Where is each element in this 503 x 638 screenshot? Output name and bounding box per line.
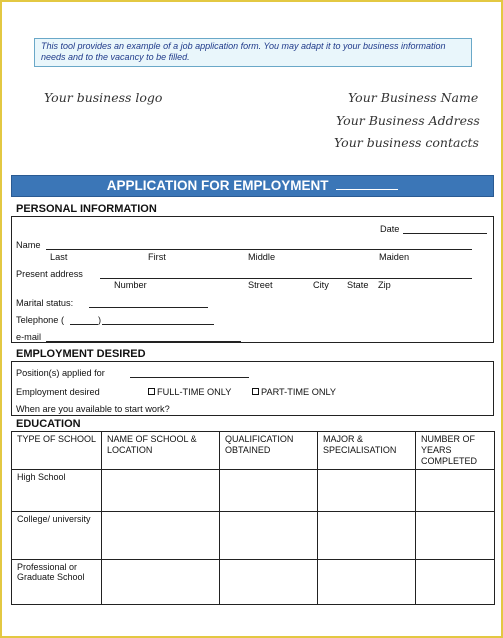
start-work-label: When are you available to start work?	[16, 404, 170, 414]
telephone-close-paren: )	[98, 315, 102, 325]
cell-input[interactable]	[318, 560, 416, 605]
telephone-field[interactable]	[102, 324, 214, 325]
business-contacts: Your business contacts	[334, 135, 479, 150]
table-row	[12, 512, 495, 560]
cell-input[interactable]	[102, 560, 220, 605]
education-heading: EDUCATION	[16, 418, 81, 430]
email-label: e-mail	[16, 332, 42, 342]
name-part-last: Last	[50, 252, 68, 262]
address-label: Present address	[16, 269, 83, 279]
title-blank-line	[336, 178, 398, 190]
col-name-of-school: NAME OF SCHOOL & LOCATION	[102, 432, 220, 470]
instruction-note: This tool provides an example of a job application form. You may adapt it to your business information needs and to the vacancy to be filled.	[34, 38, 472, 67]
part-time-label: PART-TIME ONLY	[261, 387, 337, 397]
name-label: Name	[16, 240, 41, 250]
date-label: Date	[380, 224, 400, 234]
name-part-maiden: Maiden	[379, 252, 410, 262]
date-field[interactable]	[403, 233, 487, 234]
address-part-street: Street	[248, 280, 273, 290]
row-label-college: College/ university	[12, 512, 102, 560]
row-label-high-school: High School	[12, 470, 102, 512]
cell-input[interactable]	[416, 560, 495, 605]
part-time-checkbox[interactable]	[252, 388, 259, 395]
business-logo-placeholder: Your business logo	[44, 90, 163, 105]
name-part-middle: Middle	[248, 252, 276, 262]
business-name: Your Business Name	[348, 90, 479, 105]
form-title-bar	[11, 175, 494, 197]
address-part-number: Number	[114, 280, 147, 290]
full-time-label: FULL-TIME ONLY	[157, 387, 232, 397]
telephone-label: Telephone (	[16, 315, 65, 325]
cell-input[interactable]	[416, 470, 495, 512]
cell-input[interactable]	[220, 512, 318, 560]
name-field[interactable]	[46, 249, 472, 250]
table-row	[12, 470, 495, 512]
business-address: Your Business Address	[336, 113, 480, 128]
full-time-checkbox[interactable]	[148, 388, 155, 395]
employment-desired-heading: EMPLOYMENT DESIRED	[16, 348, 146, 360]
marital-status-label: Marital status:	[16, 298, 74, 308]
table-row	[12, 560, 495, 605]
col-type-of-school: TYPE OF SCHOOL	[12, 432, 102, 470]
cell-input[interactable]	[220, 470, 318, 512]
name-part-first: First	[148, 252, 166, 262]
cell-input[interactable]	[318, 470, 416, 512]
form-title: APPLICATION FOR EMPLOYMENT	[106, 178, 329, 193]
education-table	[11, 431, 495, 605]
cell-input[interactable]	[102, 470, 220, 512]
personal-info-heading: PERSONAL INFORMATION	[16, 203, 157, 215]
marital-status-field[interactable]	[89, 307, 208, 308]
col-qualification: QUALIFICATION OBTAINED	[220, 432, 318, 470]
positions-field[interactable]	[130, 377, 249, 378]
address-part-zip: Zip	[378, 280, 391, 290]
telephone-area-code-field[interactable]	[70, 324, 98, 325]
row-label-professional: Professional or Graduate School	[12, 560, 102, 605]
cell-input[interactable]	[318, 512, 416, 560]
col-years-completed: NUMBER OF YEARS COMPLETED	[416, 432, 495, 470]
cell-input[interactable]	[416, 512, 495, 560]
address-part-state: State	[347, 280, 369, 290]
col-major: MAJOR & SPECIALISATION	[318, 432, 416, 470]
cell-input[interactable]	[102, 512, 220, 560]
positions-label: Position(s) applied for	[16, 368, 105, 378]
address-field[interactable]	[100, 278, 472, 279]
email-field[interactable]	[46, 341, 241, 342]
cell-input[interactable]	[220, 560, 318, 605]
address-part-city: City	[313, 280, 329, 290]
education-header-row	[12, 432, 495, 470]
employment-desired-label: Employment desired	[16, 387, 100, 397]
